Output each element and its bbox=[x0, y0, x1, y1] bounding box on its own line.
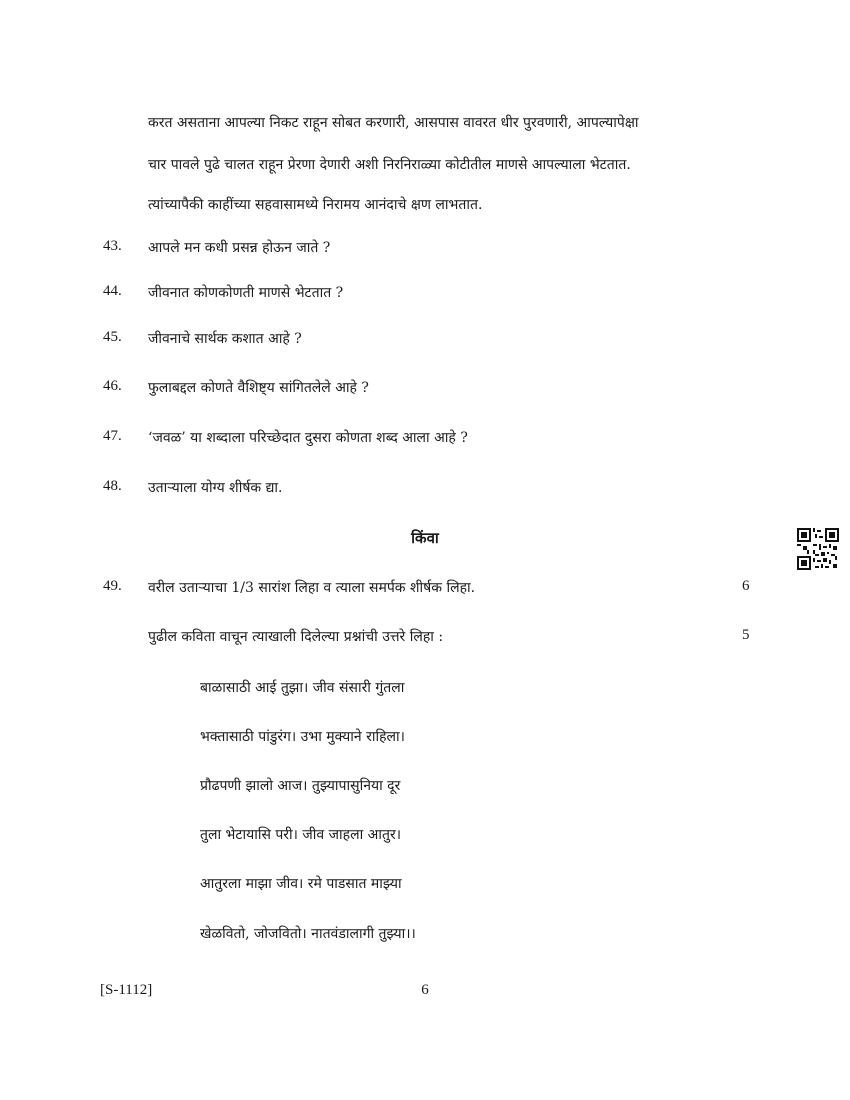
question-number: 47. bbox=[103, 428, 122, 444]
question-text: उताऱ्याला योग्य शीर्षक द्या. bbox=[148, 480, 283, 496]
passage-line-3: त्यांच्यापैकी काहींच्या सहवासामध्ये निरामय आनंदाचे क्षण लाभतात. bbox=[148, 197, 483, 213]
question-text: ‘जवळ’ या शब्दाला परिच्छेदात दुसरा कोणता शब्द आला आहे ? bbox=[148, 430, 468, 446]
question-text: फुलाबद्दल कोणते वैशिष्ट्य सांगितलेले आहे ? bbox=[148, 380, 369, 396]
poem-line-3: प्रौढपणी झालो आज। तुझ्यापासुनिया दूर bbox=[200, 778, 401, 794]
question-text: आपले मन कधी प्रसन्न होऊन जाते ? bbox=[148, 240, 331, 256]
instruction-text: पुढील कविता वाचून त्याखाली दिलेल्या प्रश्नांची उत्तरे लिहा : bbox=[148, 629, 444, 645]
poem-line-5: आतुरला माझा जीव। रमे पाडसात माझ्या bbox=[200, 876, 402, 892]
marks-label: 6 bbox=[742, 578, 750, 594]
passage-line-1: करत असताना आपल्या निकट राहून सोबत करणारी, आसपास वावरत धीर पुरवणारी, आपल्यापेक्षा bbox=[148, 115, 639, 131]
question-text: जीवनात कोणकोणती माणसे भेटतात ? bbox=[148, 285, 344, 301]
poem-line-4: तुला भेटायासि परी। जीव जाहला आतुर। bbox=[200, 827, 402, 843]
question-number: 48. bbox=[103, 478, 122, 494]
poem-line-6: खेळवितो, जोजवितो। नातवंडालागी तुझ्या।। bbox=[200, 926, 416, 942]
question-number: 49. bbox=[103, 578, 122, 594]
marks-label: 5 bbox=[742, 627, 750, 643]
or-label: किंवा bbox=[411, 529, 439, 547]
poem-line-2: भक्तासाठी पांडुरंग। उभा मुक्याने राहिला। bbox=[200, 729, 405, 745]
question-text: जीवनाचे सार्थक कशात आहे ? bbox=[148, 331, 302, 347]
passage-line-2: चार पावले पुढे चालत राहून प्रेरणा देणारी अशी निरनिराळ्या कोटीतील माणसे आपल्याला भेटतात. bbox=[148, 157, 631, 173]
page-number: 6 bbox=[421, 982, 429, 998]
question-text: वरील उताऱ्याचा 1/3 सारांश लिहा व त्याला समर्पक शीर्षक लिहा. bbox=[148, 580, 476, 596]
poem-line-1: बाळासाठी आई तुझा। जीव संसारी गुंतला bbox=[200, 680, 405, 696]
question-number: 44. bbox=[103, 283, 122, 299]
question-number: 46. bbox=[103, 378, 122, 394]
paper-code: [S-1112] bbox=[100, 982, 153, 998]
qr-code-icon bbox=[797, 528, 839, 570]
question-number: 45. bbox=[103, 329, 122, 345]
question-number: 43. bbox=[103, 238, 122, 254]
